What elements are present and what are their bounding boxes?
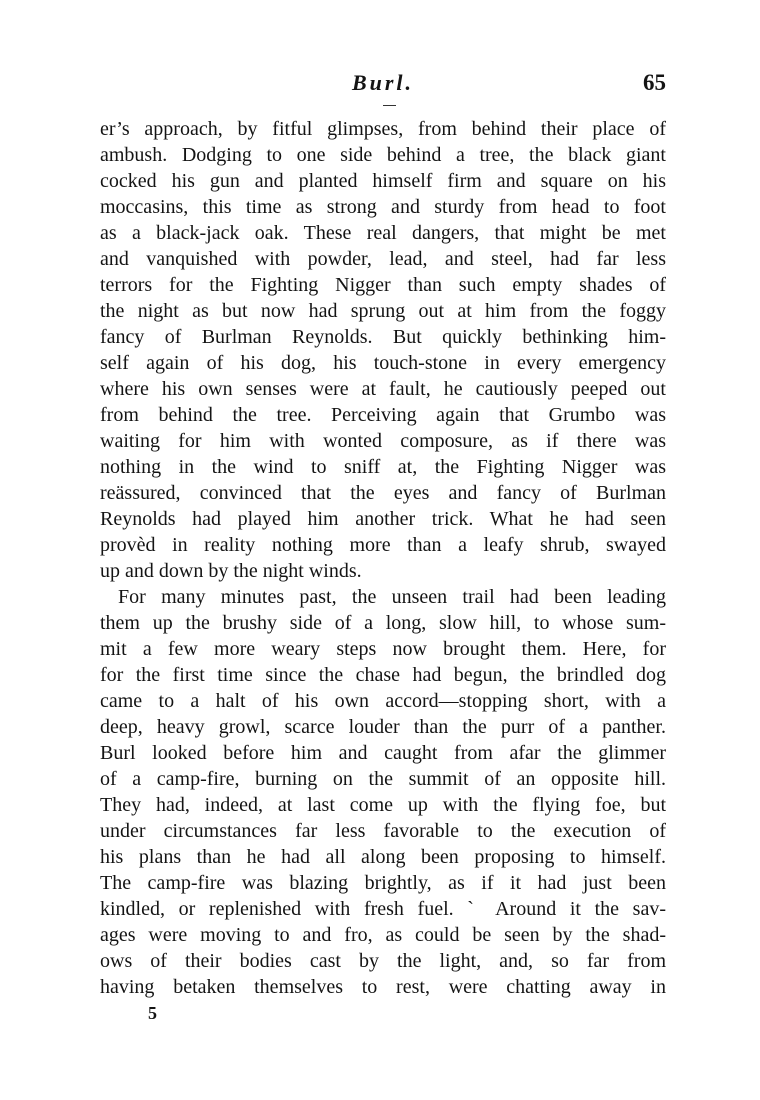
text-line: provèd in reality nothing more than a leafy shrub, swayed — [100, 534, 666, 556]
text-line: his plans than he had all along been proposing to himself. — [100, 846, 666, 868]
text-line: came to a halt of his own accord—stopping short, with a — [100, 690, 666, 712]
text-line: and vanquished with powder, lead, and steel, had far less — [100, 248, 666, 270]
text-line: from behind the tree. Perceiving again that Grumbo was — [100, 404, 666, 426]
text-line: ambush. Dodging to one side behind a tree, the black giant — [100, 144, 666, 166]
text-line: for the first time since the chase had begun, the brindled dog — [100, 664, 666, 686]
text-line: er’s approach, by fitful glimpses, from behind their place of — [100, 118, 666, 140]
text-line: moccasins, this time as strong and sturdy from head to foot — [100, 196, 666, 218]
text-line: as a black-jack oak. These real dangers, that might be met — [100, 222, 666, 244]
text-line: having betaken themselves to rest, were chatting away in — [100, 976, 666, 998]
signature-mark: 5 — [148, 1003, 157, 1023]
text-line: nothing in the wind to sniff at, the Fighting Nigger was — [100, 456, 666, 478]
text-line: mit a few more weary steps now brought them. Here, for — [100, 638, 666, 660]
text-line: terrors for the Fighting Nigger than such empty shades of — [100, 274, 666, 296]
text-line: under circumstances far less favorable to the execution of — [100, 820, 666, 842]
text-line: of a camp-fire, burning on the summit of an opposite hill. — [100, 768, 666, 790]
body-text — [100, 116, 666, 1000]
text-line: where his own senses were at fault, he cautiously peeped out — [100, 378, 666, 400]
page-header — [100, 70, 666, 104]
text-line: Burl looked before him and caught from afar the glimmer — [100, 742, 666, 764]
text-line: them up the brushy side of a long, slow hill, to whose sum- — [100, 612, 666, 634]
title-rule — [383, 105, 396, 106]
text-line: deep, heavy growl, scarce louder than the purr of a panther. — [100, 716, 666, 738]
text-line: reässured, convinced that the eyes and fancy of Burlman — [100, 482, 666, 504]
text-line: For many minutes past, the unseen trail had been leading — [118, 586, 666, 608]
text-line: The camp-fire was blazing brightly, as if it had just been — [100, 872, 666, 894]
text-line: waiting for him with wonted composure, as if there was — [100, 430, 666, 452]
text-line: cocked his gun and planted himself firm and square on his — [100, 170, 666, 192]
page-number: 65 — [643, 70, 666, 95]
text-line: ages were moving to and fro, as could be seen by the shad- — [100, 924, 666, 946]
text-line: ows of their bodies cast by the light, and, so far from — [100, 950, 666, 972]
text-line: fancy of Burlman Reynolds. But quickly bethinking him- — [100, 326, 666, 348]
text-line: self again of his dog, his touch-stone in every emergency — [100, 352, 666, 374]
text-line: kindled, or replenished with fresh fuel. ˋ Around it the sav- — [100, 898, 666, 920]
running-title: Burl. — [351, 70, 415, 95]
text-line: the night as but now had sprung out at him from the foggy — [100, 300, 666, 322]
text-line: They had, indeed, at last come up with the flying foe, but — [100, 794, 666, 816]
text-line: Reynolds had played him another trick. What he had seen — [100, 508, 666, 530]
text-line: up and down by the night winds. — [100, 560, 362, 582]
